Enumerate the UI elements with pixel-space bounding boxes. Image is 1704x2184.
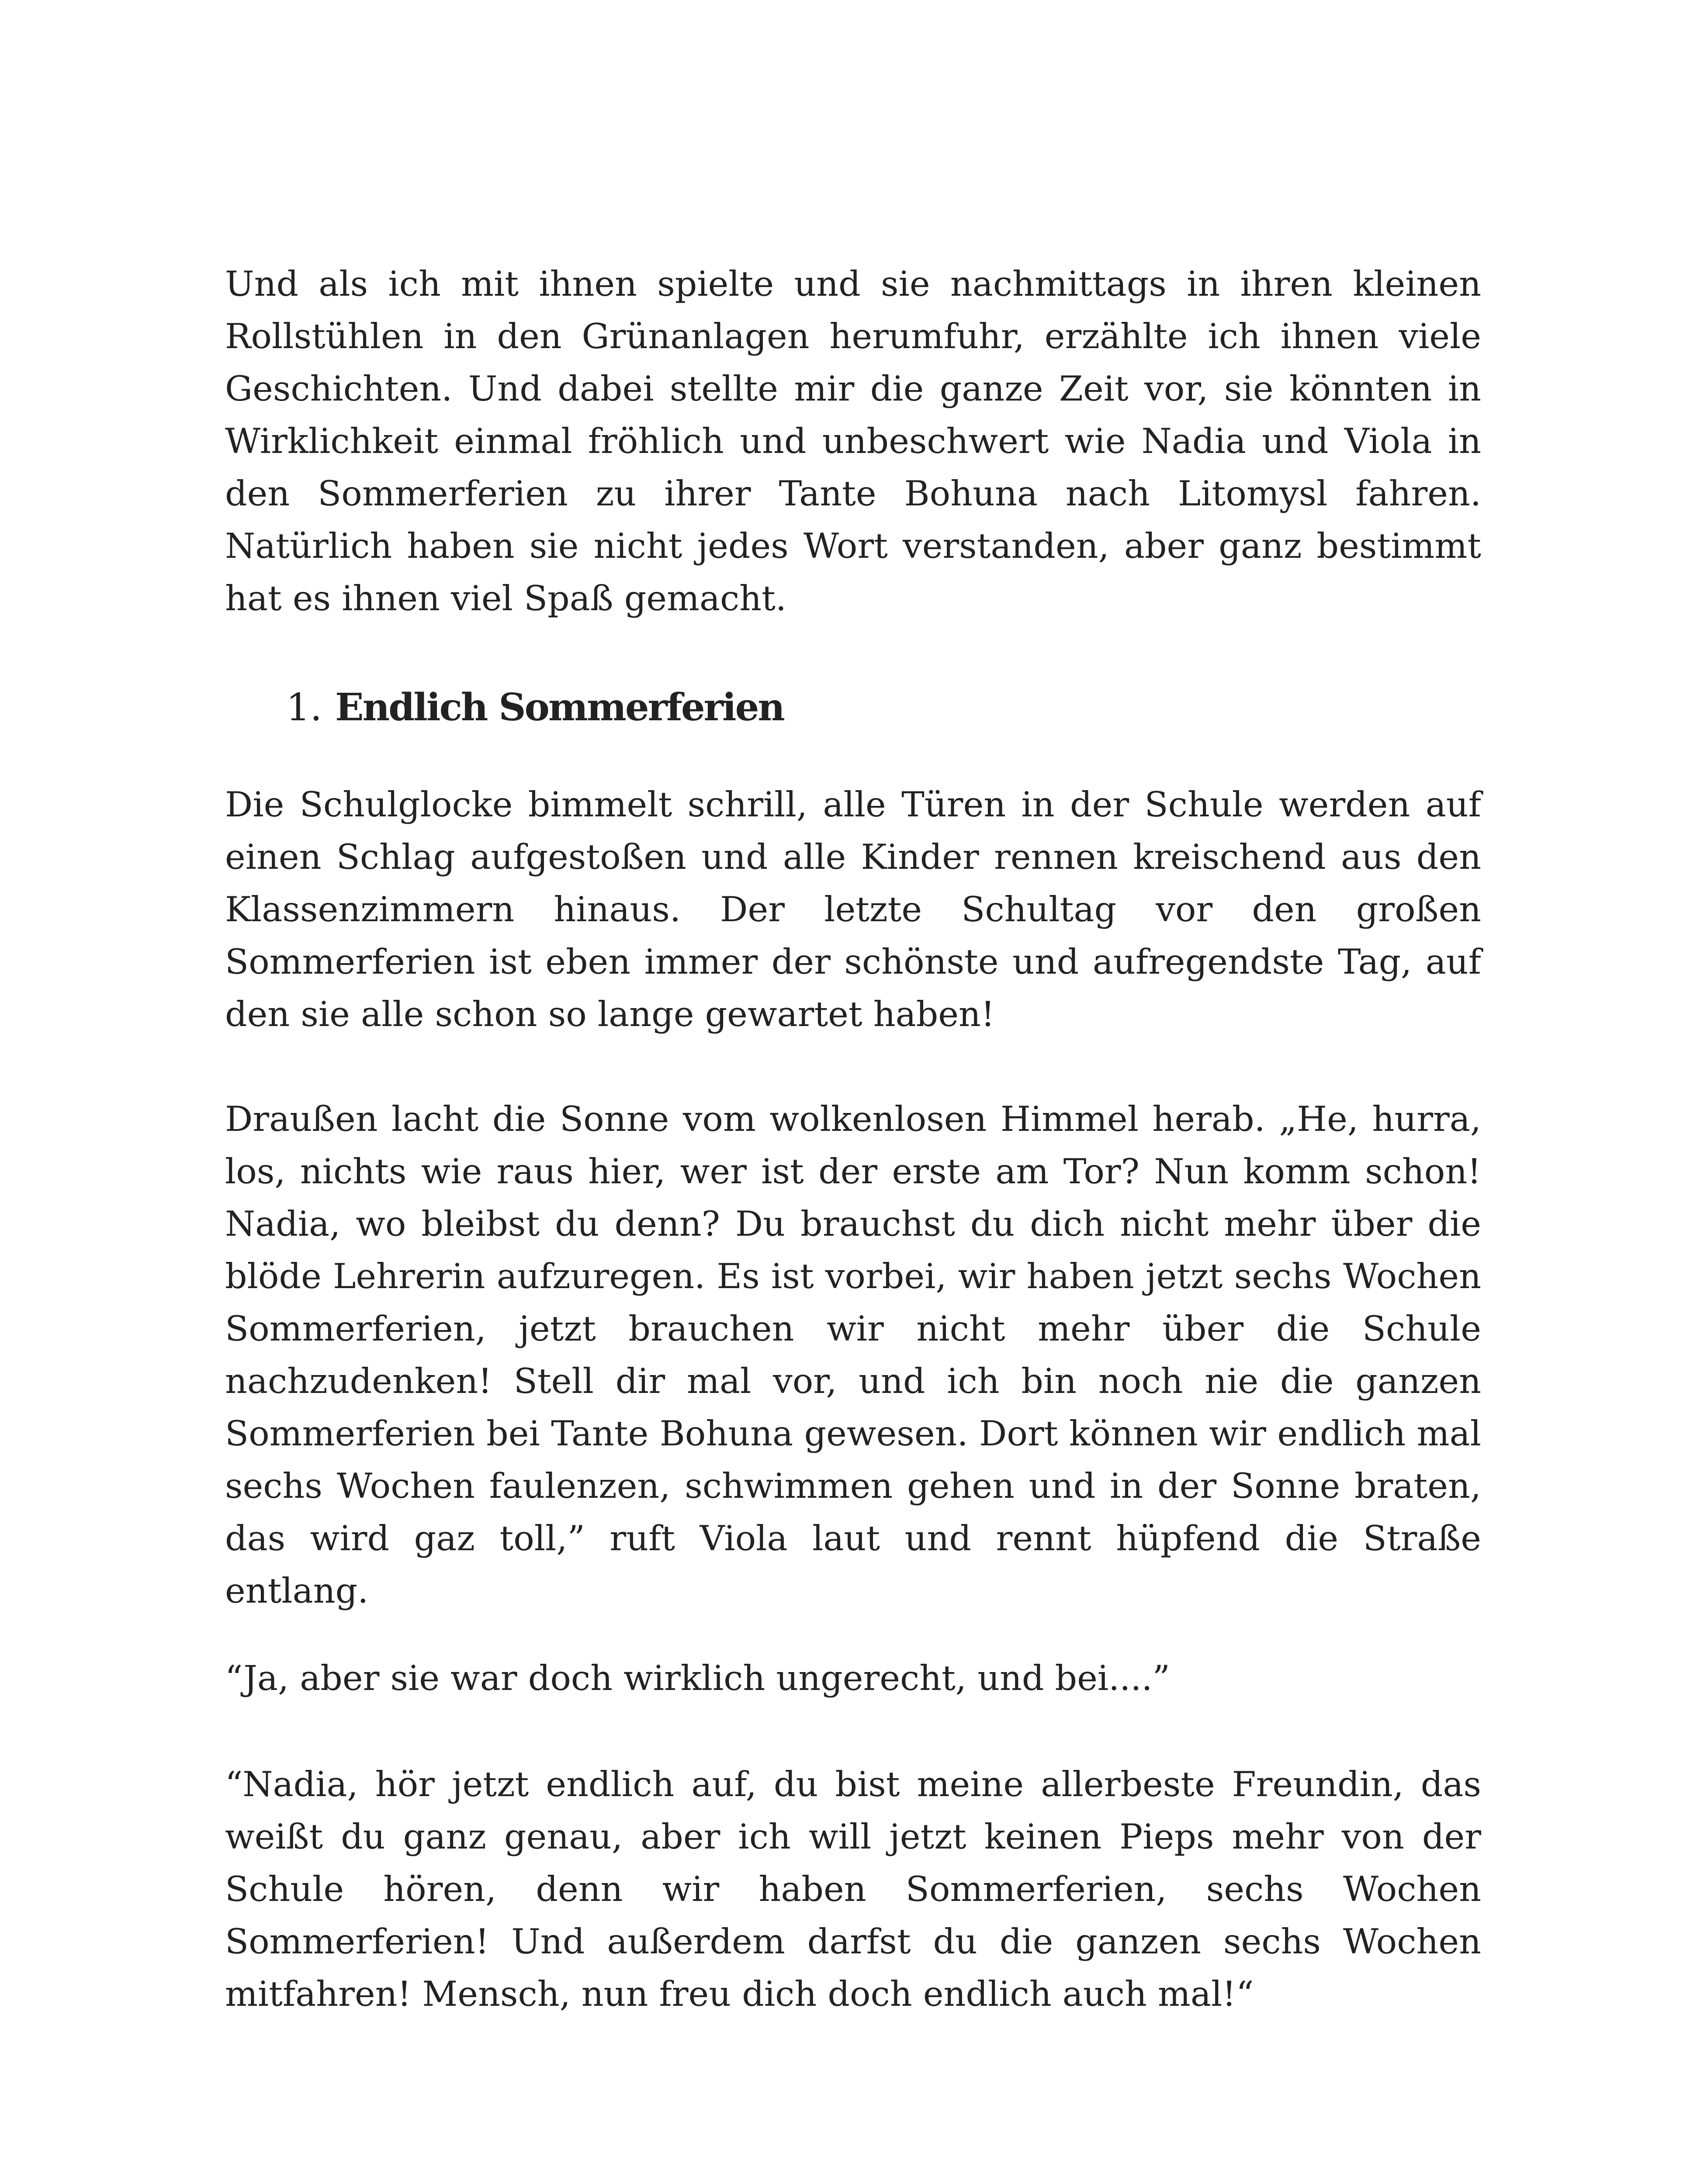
intro-paragraph: Und als ich mit ihnen spielte und sie nachmittags in ihren kleinen Rollstühlen in den Grünanlagen herumfuhr, erzählte ich ihnen viele Geschichten. Und dabei stellte mir die ganze Zeit vor, sie könnten in Wirklichkeit einmal fröhlich und unbeschwert wie Nadia und Viola in den Sommerferien zu ihrer Tante Bohuna nach Litomysl fahren. Natürlich haben sie nicht jedes Wort verstanden, aber ganz bestimmt hat es ihnen viel Spaß gemacht. xyxy=(225,264,1481,619)
body-paragraph-3: “Ja, aber sie war doch wirklich ungerecht, und bei....” xyxy=(225,1658,1170,1698)
chapter-number: 1. xyxy=(286,686,322,729)
book-page xyxy=(225,0,1481,2184)
chapter-heading xyxy=(286,681,784,734)
body-paragraph-4: “Nadia, hör jetzt endlich auf, du bist meine allerbeste Freundin, das weißt du ganz genau, aber ich will jetzt keinen Pieps mehr von der Schule hören, denn wir haben Sommerferien, sechs Wochen Sommerferien! Und außerdem darfst du die ganzen sechs Wochen mitfahren! Mensch, nun freu dich doch endlich auch mal!“ xyxy=(225,1764,1481,2014)
body-paragraph-2: Draußen lacht die Sonne vom wolkenlosen Himmel herab. „He, hurra, los, nichts wie raus hier, wer ist der erste am Tor? Nun komm schon! Nadia, wo bleibst du denn? Du brauchst du dich nicht mehr über die blöde Lehrerin aufzuregen. Es ist vorbei, wir haben jetzt sechs Wochen Sommerferien, jetzt brauchen wir nicht mehr über die Schule nachzudenken! Stell dir mal vor, und ich bin noch nie die ganzen Sommerferien bei Tante Bohuna gewesen. Dort können wir endlich mal sechs Wochen faulenzen, schwimmen gehen und in der Sonne braten, das wird gaz toll,” ruft Viola laut und rennt hüpfend die Straße entlang. xyxy=(225,1099,1481,1611)
body-paragraph-1: Die Schulglocke bimmelt schrill, alle Türen in der Schule werden auf einen Schlag aufgestoßen und alle Kinder rennen kreischend aus den Klassenzimmern hinaus. Der letzte Schultag vor den großen Sommerferien ist eben immer der schönste und aufregendste Tag, auf den sie alle schon so lange gewartet haben! xyxy=(225,784,1481,1034)
chapter-title: Endlich Sommerferien xyxy=(335,685,784,729)
